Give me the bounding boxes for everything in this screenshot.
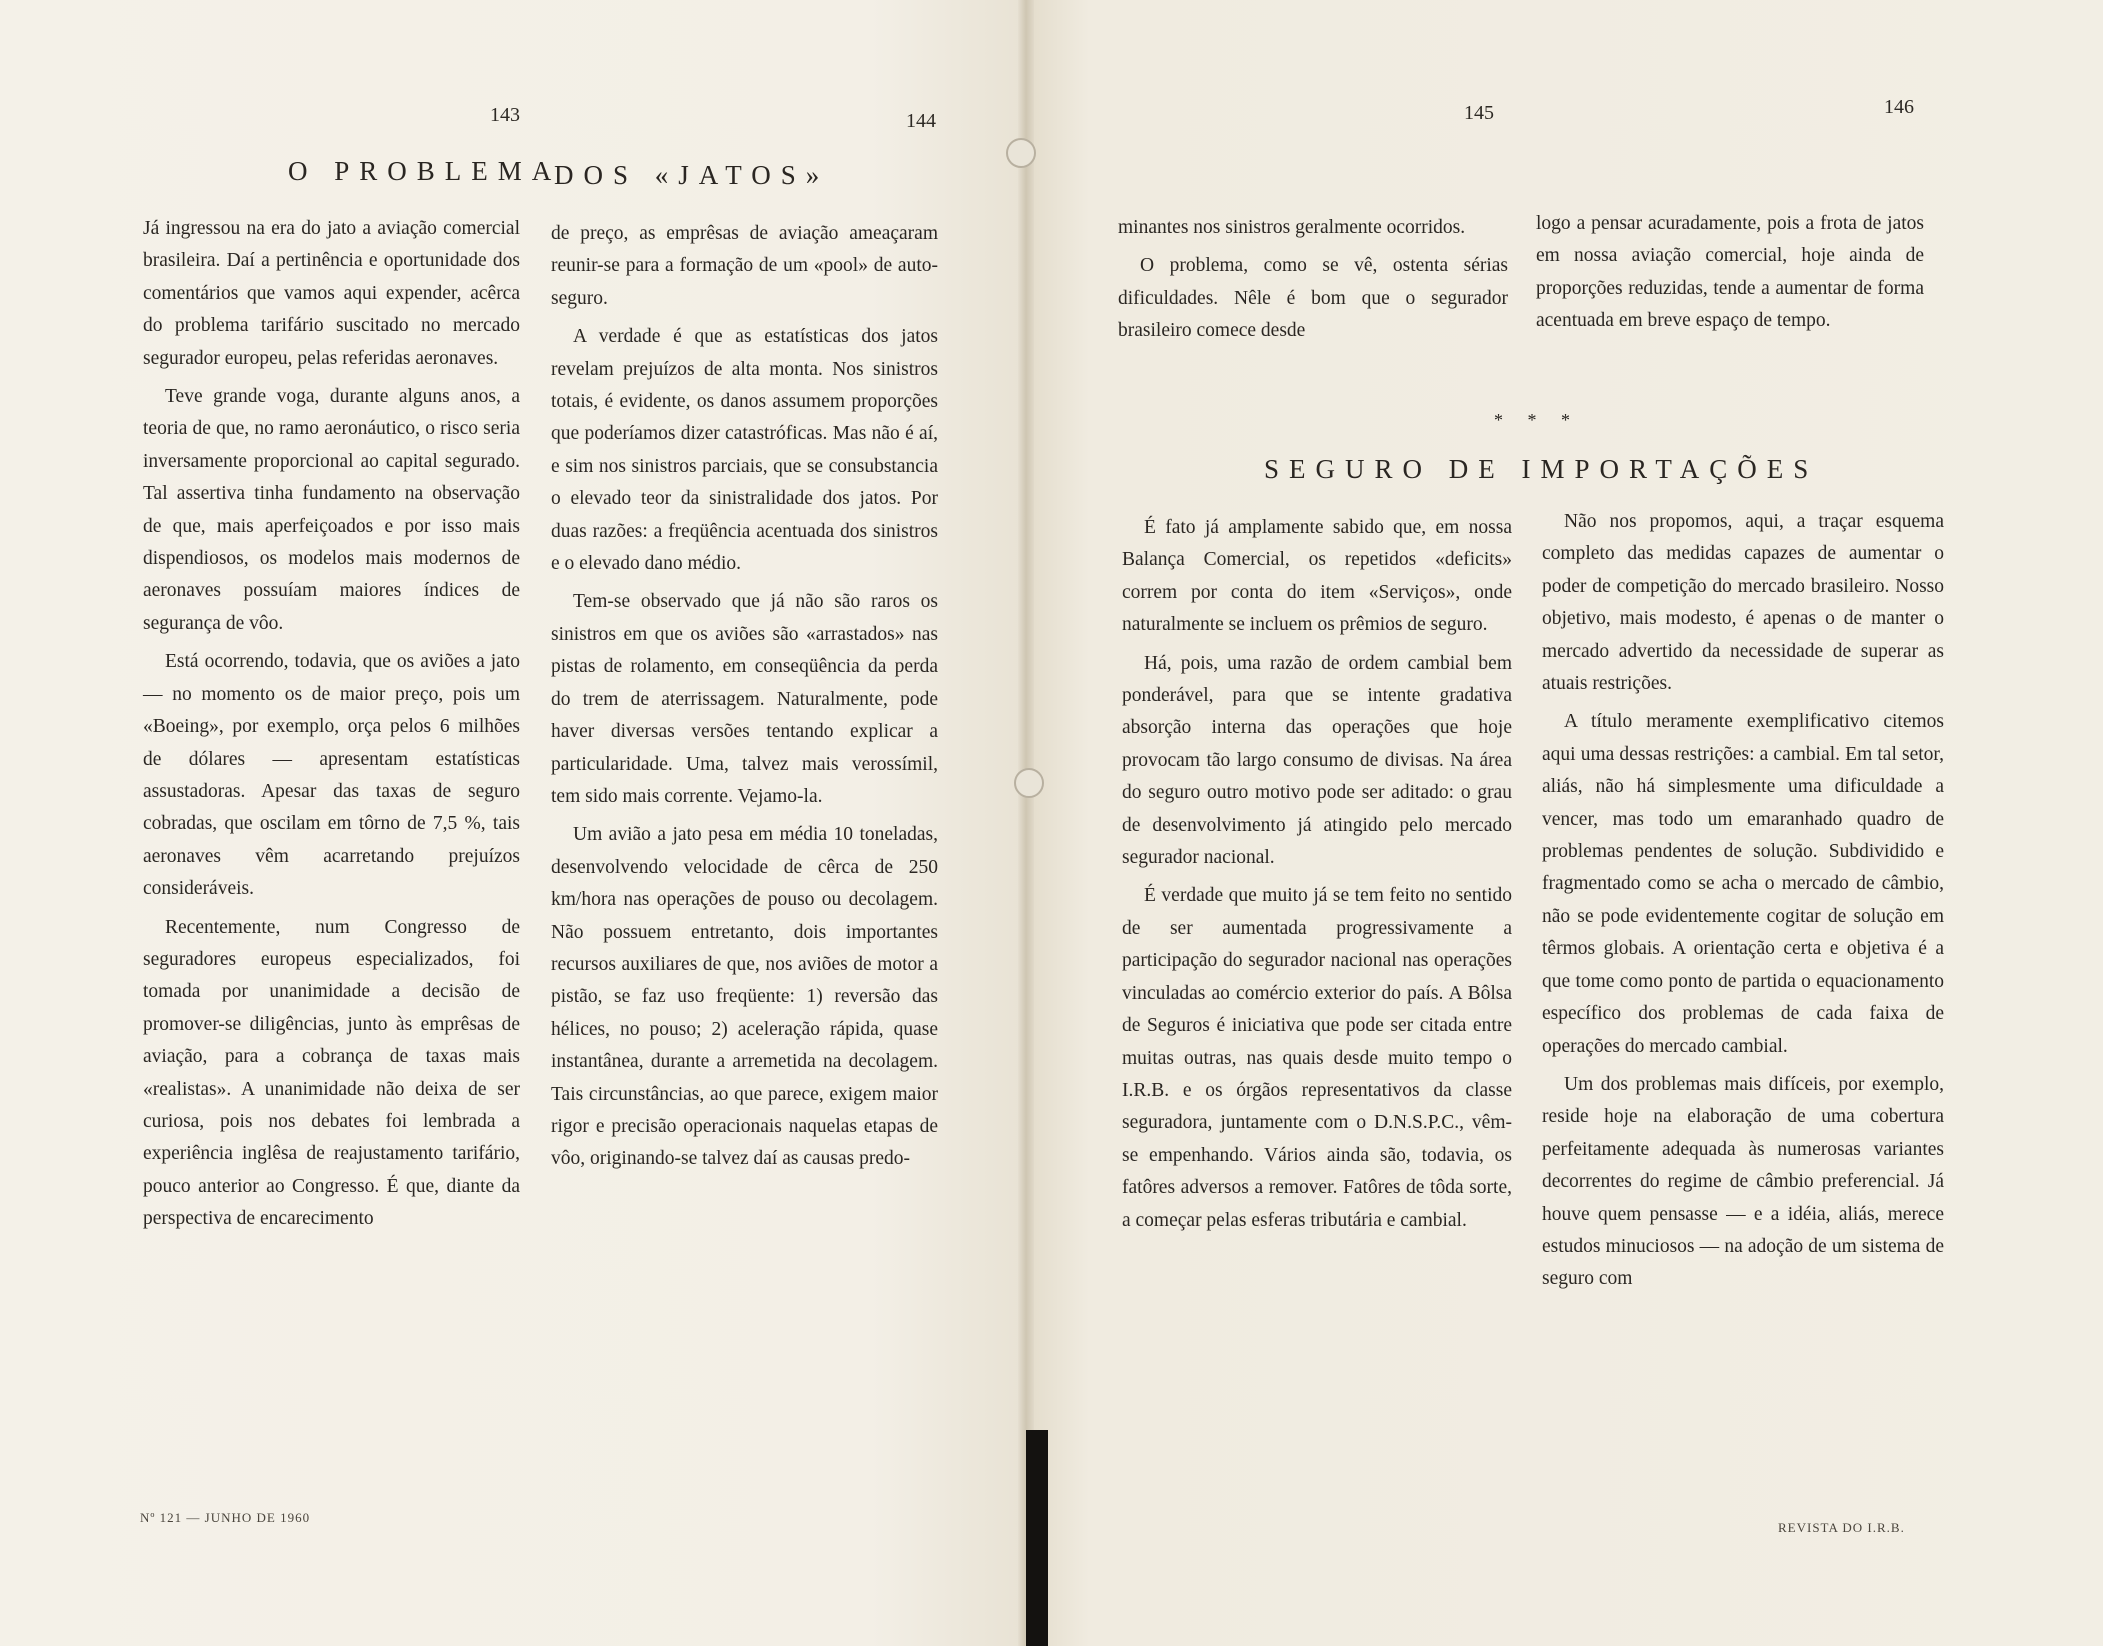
staple-top [1006,138,1036,168]
paragraph: Há, pois, uma razão de ordem cambial bem ponderável, para que se intente gradativa absorção interna das operações que hoje provocam tão largo consumo de divisas. Na área do seguro outro motivo pode ser aditado: o grau de desenvolvimento já atingido pelo mercado segurador nacional. [1122,652,1512,869]
paragraph: Teve grande voga, durante alguns anos, a teoria de que, no ramo aeronáutico, o risco seria inversamente proporcional ao capital segurado. Tal assertiva tinha fundamento na observação de que, mais aperfeiçoados e por isso mais dispendiosos, os modelos mais modernos de aeronaves possuíam maiores índices de segurança de vôo. [143,386,520,634]
paragraph: minantes nos sinistros geralmente ocorridos. [1118,217,1466,238]
article1-title-part2: DOS «JATOS» [554,160,830,190]
page-number-146: 146 [1884,96,1914,118]
paragraph: Um dos problemas mais difíceis, por exemplo, reside hoje na elaboração de uma cobertura perfeitamente adequada às numerosas variantes decorrentes do regime de câmbio preferencial. Já houve quem pensasse — e a idéia, aliás, merece estudos minuciosos — na adoção de um sistema de seguro com [1542,1073,1944,1290]
paragraph: A verdade é que as estatísticas dos jatos revelam prejuízos de alta monta. Nos sinistros totais, é evidente, os danos assumem proporções que poderíamos dizer catastróficas. Mas não é aí, e sim nos sinistros parciais, que se consubstancia o elevado teor da sinistralidade dos jatos. Por duas razões: a freqüência acentuada dos sinistros e o elevado dano médio. [551,326,938,575]
page-number-145: 145 [1464,102,1494,124]
article1-column-4 [1536,208,1924,344]
staple-middle [1014,768,1044,798]
paragraph: O problema, como se vê, ostenta sérias dificuldades. Nêle é bom que o segurador brasileiro comece desde [1118,255,1508,342]
paragraph: Recentemente, num Congresso de seguradores europeus especializados, foi tomada por unanimidade a decisão de promover-se diligências, junto às emprêsas de aviação, para a cobrança de taxas mais «realistas». A unanimidade não deixa de ser curiosa, pois nos debates foi lembrada a experiência inglêsa de reajustamento tarifário, pouco anterior ao Congresso. É que, diante da perspectiva de encarecimento [143,916,520,1230]
paragraph: Não nos propomos, aqui, a traçar esquema completo das medidas capazes de aumentar o poder de competição do mercado brasileiro. Nosso objetivo, mais modesto, é apenas o de manter o mercado advertido da necessidade de superar as atuais restrições. [1542,511,1944,695]
binding-gutter [1018,0,1034,1646]
binding-shadow [1026,1430,1048,1646]
paragraph: É verdade que muito já se tem feito no sentido de ser aumentada progressivamente a participação do segurador nacional nas operações vinculadas ao comércio exterior do país. A Bôlsa de Seguros é iniciativa que pode ser citada entre muitas outras, nas quais desde muito tempo o I.R.B. e os órgãos representativos da classe seguradora, juntamente com o D.N.S.P.C., vêm-se empenhando. Vários ainda são, todavia, os fatôres adversos a remover. Fatôres de tôda sorte, a começar pelas esferas tributária e cambial. [1122,885,1512,1231]
footer-publication: REVISTA DO I.R.B. [1778,1520,1905,1535]
article1-title-part1: O PROBLEMA [288,156,562,186]
footer-issue: Nº 121 — JUNHO DE 1960 [140,1510,311,1525]
paragraph: Tem-se observado que já não são raros os sinistros em que os aviões são «arrastados» nas pistas de rolamento, em conseqüência da perda do trem de aterrissagem. Naturalmente, pode haver diversas versões tentando explicar a particularidade. Uma, talvez mais verossímil, tem sido mais corrente. Vejamo-la. [551,591,938,807]
article1-column-2 [551,218,938,1182]
article2-column-2 [1542,506,1944,1302]
article2-title: SEGURO DE IMPORTAÇÕES [1264,454,1819,484]
paragraph: Está ocorrendo, todavia, que os aviões a jato — no momento os de maior preço, pois um «Boeing», por exemplo, orça pelos 6 milhões de dólares — apresentam estatísticas assustadoras. Apesar das taxas de seguro cobradas, que oscilam em tôrno de 7,5 %, tais aeronaves vêm acarretando prejuízos consideráveis. [143,651,520,900]
paragraph: de preço, as emprêsas de aviação ameaçaram reunir-se para a formação de um «pool» de auto-seguro. [551,223,938,309]
article1-column-1 [143,213,520,1242]
article2-column-1 [1122,512,1512,1243]
page-number-143: 143 [490,104,520,126]
paragraph: logo a pensar acuradamente, pois a frota de jatos em nossa aviação comercial, hoje ainda de proporções reduzidas, tende a aumentar de forma acentuada em breve espaço de tempo. [1536,213,1924,332]
paragraph: A título meramente exemplificativo citemos aqui uma dessas restrições: a cambial. Em tal setor, aliás, não há simplesmente uma dificuldade a vencer, mas todo um emaranhado quadro de problemas pendentes de solução. Subdividido e fragmentado como se acha o mercado de câmbio, não se pode evidentemente cogitar de solução em têrmos globais. A orientação certa e objetiva é a que tome como ponto de partida o equacionamento específico dos problemas de cada faixa de operações do mercado cambial. [1542,711,1944,1057]
page-number-144: 144 [906,110,936,132]
paragraph: Já ingressou na era do jato a aviação comercial brasileira. Daí a pertinência e oportunidade dos comentários que vamos aqui expender, acêrca do problema tarifário suscitado no mercado segurador europeu, pelas referidas aeronaves. [143,218,520,369]
paragraph: É fato já amplamente sabido que, em nossa Balança Comercial, os repetidos «deficits» correm por conta do item «Serviços», onde naturalmente se incluem os prêmios de seguro. [1122,517,1512,636]
article1-column-3 [1118,212,1508,354]
section-separator: * * * [1494,410,1580,430]
paragraph: Um avião a jato pesa em média 10 toneladas, desenvolvendo velocidade de cêrca de 250 km/hora nas operações de pouso ou decolagem. Não possuem entretanto, dois importantes recursos auxiliares de que, nos aviões de motor a pistão, se faz uso freqüente: 1) reversão das hélices, no pouso; 2) aceleração rápida, quase instantânea, durante a arremetida na decolagem. Tais circunstâncias, ao que parece, exigem maior rigor e precisão operacionais naquelas etapas de vôo, originando-se talvez daí as causas predo- [551,824,938,1170]
